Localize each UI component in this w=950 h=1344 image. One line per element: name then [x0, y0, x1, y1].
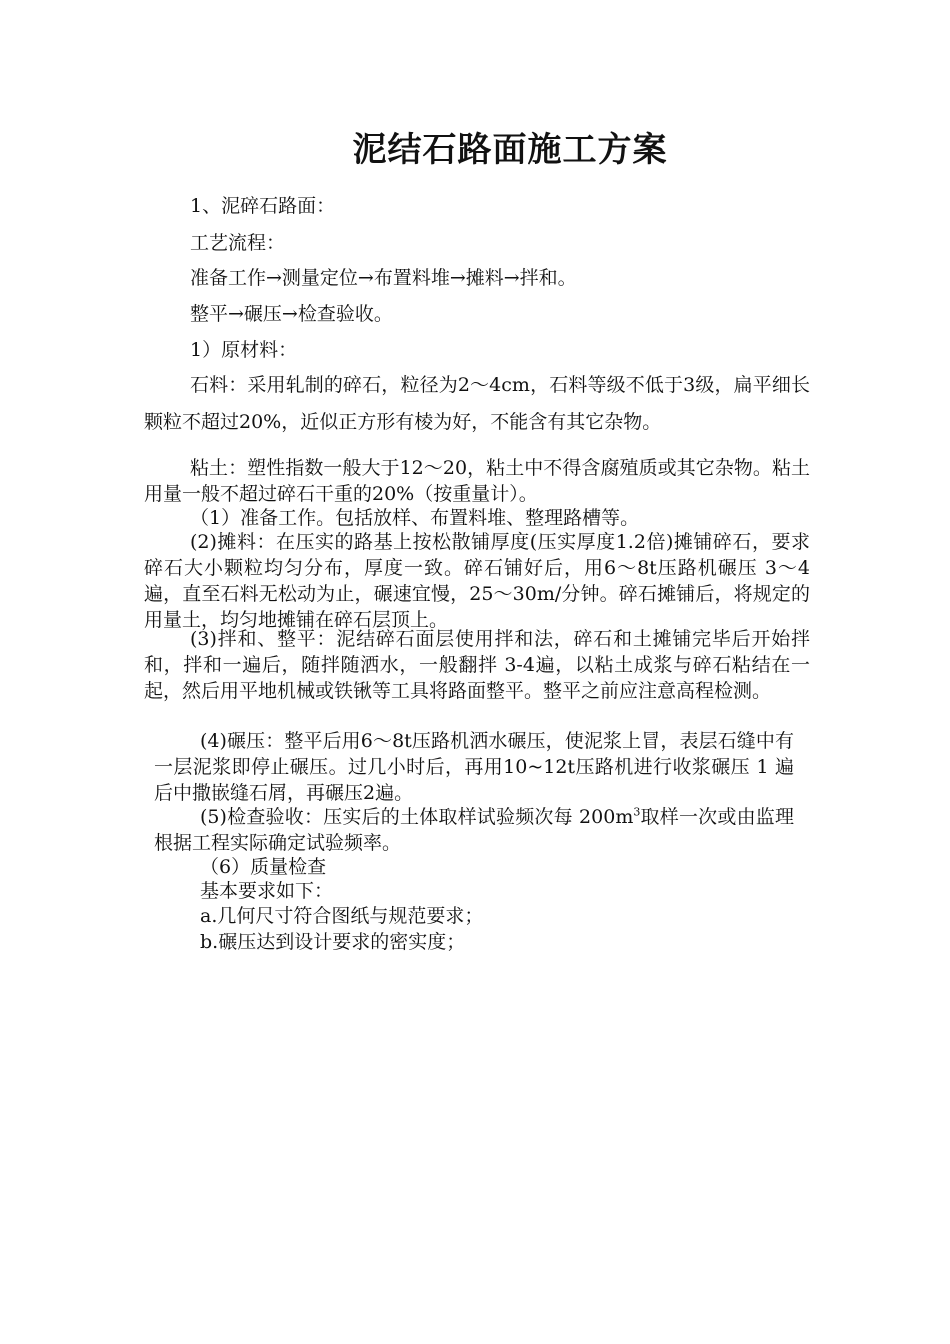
- process-line-1: 准备工作→测量定位→布置料堆→摊料→拌和。: [190, 267, 577, 289]
- step-5-text-rest: 取样一次或由监理根据工程实际确定试验频率。: [154, 806, 794, 854]
- stone-paragraph: 石料：采用轧制的碎石，粒径为2～4cm，石料等级不低于3级，扁平细长颗粒不超过20%，近似正方形有棱为好，不能含有其它杂物。: [144, 374, 810, 433]
- step-2: (2)摊料：在压实的路基上按松散铺厚度(压实厚度1.2倍)摊铺碎石，要求碎石大小颗粒均匀分布，厚度一致。碎石铺好后，用6～8t压路机碾压 3～4 遍，直至石料无松动为止，碾速宜慢，25～30m/分钟。碎石摊铺后，将规定的用量土，均匀地摊铺在碎石层顶上。: [144, 531, 810, 631]
- step-1: （1）准备工作。包括放样、布置料堆、整理路槽等。: [190, 507, 640, 529]
- section-heading: 1、泥碎石路面：: [190, 195, 336, 217]
- step-6: （6）质量检查: [200, 856, 327, 878]
- requirement-b: b.碾压达到设计要求的密实度；: [200, 931, 466, 953]
- basic-requirements: 基本要求如下：: [200, 880, 334, 902]
- step-5-superscript: 3: [633, 805, 641, 819]
- process-line-2: 整平→碾压→检查验收。: [190, 303, 393, 325]
- process-heading: 工艺流程：: [190, 232, 286, 254]
- requirement-a: a.几何尺寸符合图纸与规范要求；: [200, 905, 484, 927]
- step-3: (3)拌和、整平：泥结碎石面层使用拌和法，碎石和土摊铺完毕后开始拌和，拌和一遍后，随拌随洒水，一般翻拌 3-4遍，以粘土成浆与碎石粘结在一起，然后用平地机械或铁锹等工具将路面整平。整平之前应注意高程检测。: [144, 628, 810, 702]
- document-title: 泥结石路面施工方案: [352, 130, 668, 170]
- materials-heading: 1）原材料：: [190, 339, 298, 361]
- step-5-text: (5)检查验收：压实后的土体取样试验频次每 200m: [200, 806, 634, 828]
- step-5: [154, 804, 794, 856]
- step-4: (4)碾压：整平后用6～8t压路机洒水碾压，使泥浆上冒，表层石缝中有一层泥浆即停止碾压。过几小时后，再用10~12t压路机进行收浆碾压 1 遍后中撒嵌缝石屑，再碾压2遍。: [154, 730, 794, 804]
- clay-paragraph: 粘土：塑性指数一般大于12～20，粘土中不得含腐殖质或其它杂物。粘土用量一般不超过碎石干重的20%（按重量计）。: [144, 457, 810, 505]
